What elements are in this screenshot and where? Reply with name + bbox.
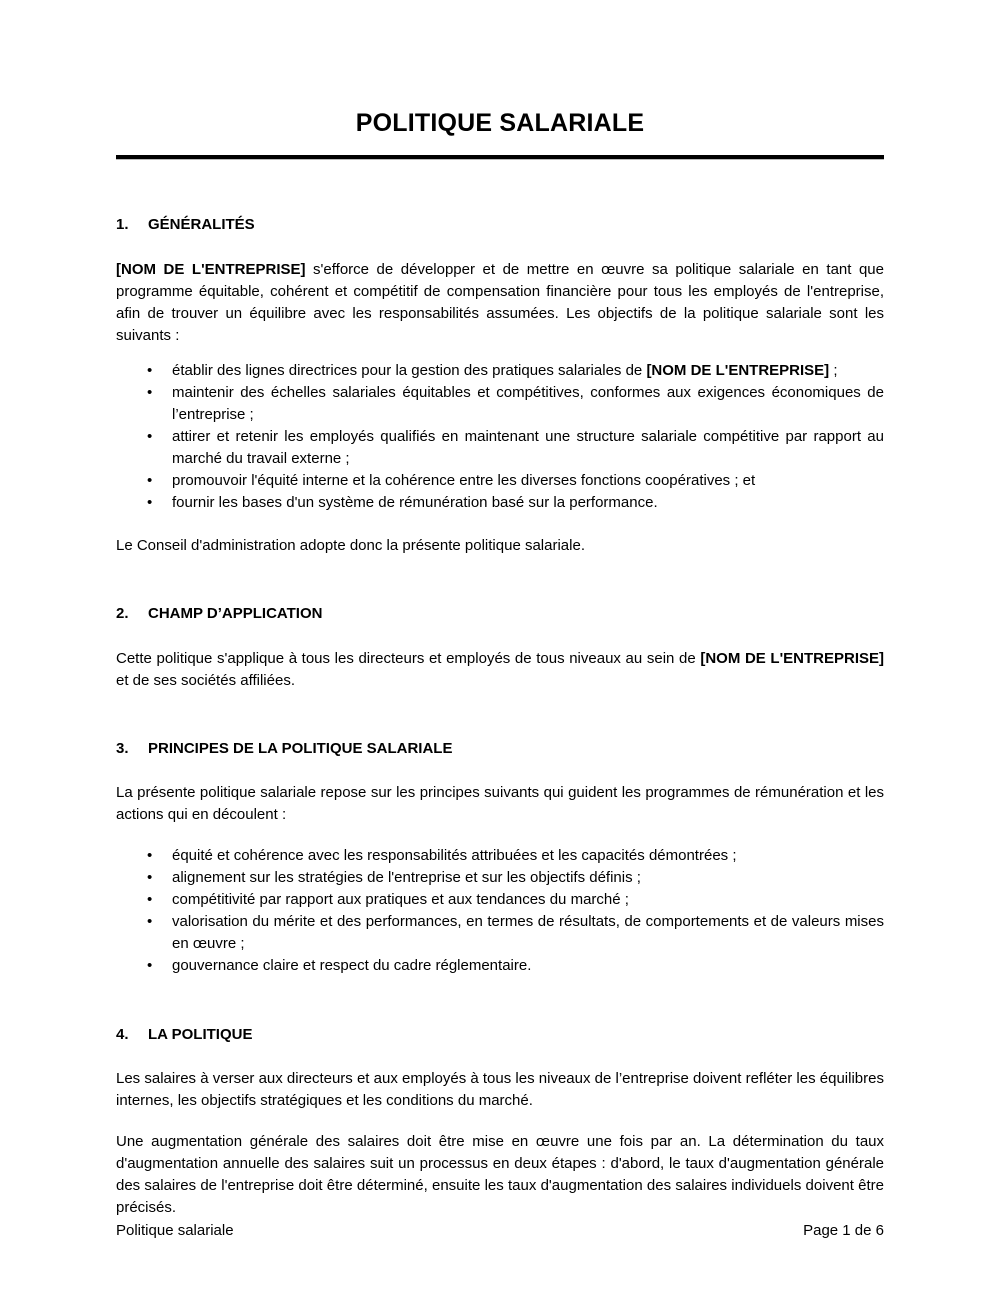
- list-item-text: gouvernance claire et respect du cadre réglementaire.: [172, 957, 532, 975]
- list-item-text: maintenir des échelles salariales équitables et compétitives, conformes aux exigences économiques de l’entreprise ;: [172, 383, 884, 423]
- list-item-text-tail: ;: [829, 361, 838, 379]
- section-title-3: PRINCIPES DE LA POLITIQUE SALARIALE: [148, 739, 453, 757]
- company-name-placeholder: [NOM DE L'ENTREPRISE]: [646, 361, 830, 379]
- section-heading-1: [116, 215, 884, 235]
- bullet-icon: •: [147, 957, 153, 975]
- section-1-closing-paragraph: Le Conseil d'administration adopte donc la présente politique salariale.: [116, 537, 585, 555]
- document-content: [116, 0, 884, 1219]
- bullet-icon: •: [147, 471, 153, 489]
- section-heading-2: [116, 604, 884, 624]
- section-1-intro-paragraph: [116, 259, 884, 347]
- bullet-icon: •: [147, 383, 153, 401]
- bullet-icon: •: [147, 913, 153, 931]
- company-name-placeholder: [NOM DE L'ENTREPRISE]: [116, 260, 306, 278]
- list-item: [116, 845, 884, 867]
- title-divider: [116, 155, 884, 160]
- list-item: [116, 382, 884, 426]
- bullet-icon: •: [147, 869, 153, 887]
- list-item-text: fournir les bases d'un système de rémunération basé sur la performance.: [172, 493, 658, 511]
- list-item-text: équité et cohérence avec les responsabilités attribuées et les capacités démontrées ;: [172, 847, 737, 865]
- section-2-text-lead: Cette politique s'applique à tous les directeurs et employés de tous niveaux au sein de: [116, 649, 701, 667]
- section-number-1: 1.: [116, 216, 129, 233]
- section-number-3: 3.: [116, 739, 129, 757]
- page-title: POLITIQUE SALARIALE: [355, 109, 645, 137]
- list-item: [116, 360, 884, 382]
- section-heading-3: [116, 739, 884, 759]
- section-number-2: 2.: [116, 605, 129, 623]
- page-footer: [116, 1221, 884, 1241]
- list-item-text: alignement sur les stratégies de l'entreprise et sur les objectifs définis ;: [172, 869, 641, 887]
- list-item: [116, 867, 884, 889]
- bullet-icon: •: [147, 493, 153, 511]
- bullet-icon: •: [147, 847, 153, 865]
- section-3-intro-paragraph: La présente politique salariale repose sur les principes suivants qui guident les programmes de rémunération et les actions qui en découlent :: [116, 784, 884, 824]
- section-title-4: LA POLITIQUE: [148, 1025, 253, 1043]
- list-item-text: établir des lignes directrices pour la gestion des pratiques salariales de: [172, 361, 647, 379]
- list-item: [116, 426, 884, 470]
- list-item-text: valorisation du mérite et des performances, en termes de résultats, de comportements et de valeurs mises en œuvre ;: [172, 913, 884, 953]
- bullet-icon: •: [147, 361, 153, 379]
- section-4-paragraph-1: Les salaires à verser aux directeurs et aux employés à tous les niveaux de l’entreprise doivent refléter les équilibres internes, les objectifs stratégiques et les conditions du marché.: [116, 1070, 884, 1110]
- list-item-text: promouvoir l'équité interne et la cohérence entre les diverses fonctions coopératives ; et: [172, 471, 756, 489]
- list-item: [116, 470, 884, 492]
- list-item-text: compétitivité par rapport aux pratiques et aux tendances du marché ;: [172, 891, 629, 909]
- bullet-icon: •: [147, 427, 153, 445]
- list-item-text: attirer et retenir les employés qualifiés en maintenant une structure salariale compétitive par rapport au marché du travail externe ;: [172, 427, 884, 467]
- section-title-2: CHAMP D’APPLICATION: [148, 605, 323, 623]
- company-name-placeholder: [NOM DE L'ENTREPRISE]: [700, 649, 884, 667]
- footer-document-name: Politique salariale: [116, 1222, 234, 1239]
- section-2-text-tail: et de ses sociétés affiliées.: [116, 671, 295, 689]
- list-item: [116, 911, 884, 955]
- section-title-1: GÉNÉRALITÉS: [148, 216, 255, 233]
- section-3-bullet-list: [116, 845, 884, 977]
- list-item: [116, 889, 884, 911]
- section-1-bullet-list: [116, 360, 884, 514]
- section-1-intro-text: s'efforce de développer et de mettre en œuvre sa politique salariale en tant que programme équitable, cohérent et compétitif de compensation financière pour tous les employés de l'entreprise, afin de trouver un équilibre avec les responsabilités assumées. Les objectifs de la politique salariale sont les suivants :: [116, 260, 884, 344]
- footer-page-number: Page 1 de 6: [803, 1222, 884, 1239]
- section-4-paragraph-2: Une augmentation générale des salaires doit être mise en œuvre une fois par an. La détermination du taux d'augmentation annuelle des salaires suit un processus en deux étapes : d'abord, le taux d'augmentation générale des salaires de l'entreprise doit être déterminé, ensuite les taux d'augmentation des salaires individuels doivent être précisés.: [116, 1133, 884, 1217]
- section-number-4: 4.: [116, 1025, 129, 1043]
- section-2-paragraph: [116, 648, 884, 692]
- bullet-icon: •: [147, 891, 153, 909]
- section-heading-4: [116, 1025, 884, 1045]
- list-item: [116, 492, 884, 514]
- list-item: [116, 955, 884, 977]
